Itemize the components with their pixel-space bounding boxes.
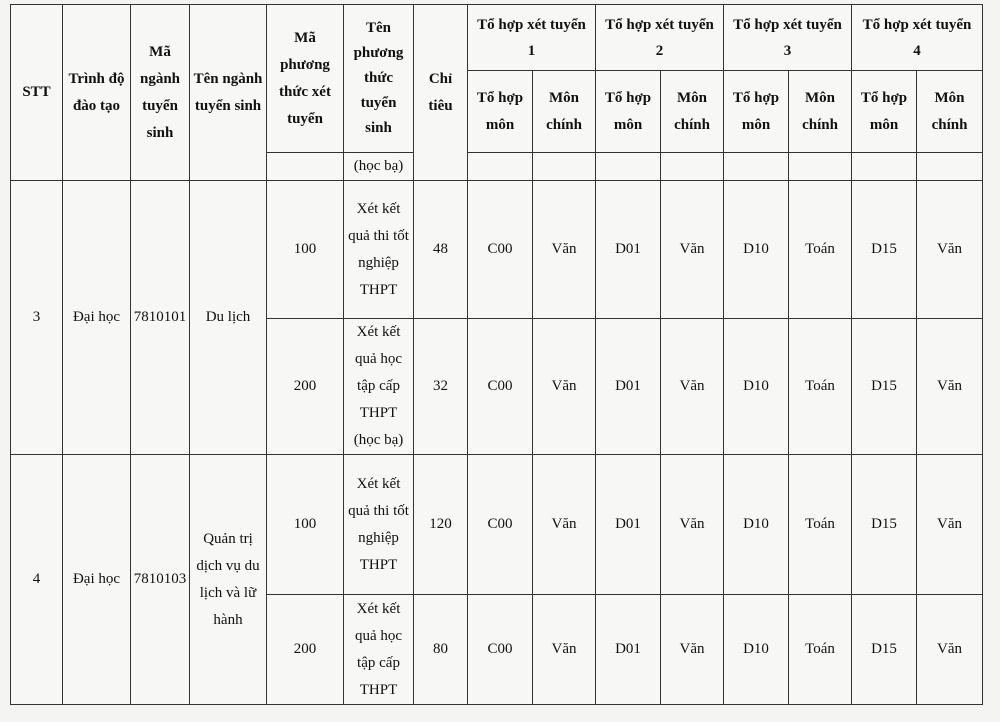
cell-chi-tieu: 80 <box>414 595 468 705</box>
cell-to-hop-mon: C00 <box>468 319 533 455</box>
header-chi-tieu: Chỉ tiêu <box>414 5 468 181</box>
cell-mon-chinh: Toán <box>789 595 852 705</box>
cell-mon-chinh: Văn <box>533 455 596 595</box>
cell-to-hop-mon: C00 <box>468 181 533 319</box>
cell-mon-chinh: Văn <box>533 181 596 319</box>
header-ma-phuong-thuc: Mã phương thức xét tuyển <box>267 5 344 153</box>
header-ma-pt-blank <box>267 153 344 181</box>
cell-to-hop-mon: D10 <box>724 181 789 319</box>
cell-chi-tieu: 48 <box>414 181 468 319</box>
header-to-hop-mon-4: Tổ hợp môn <box>852 71 917 153</box>
cell-to-hop-mon: C00 <box>468 595 533 705</box>
header-ten-pt-note: (học bạ) <box>344 153 414 181</box>
cell-mon-chinh: Văn <box>533 595 596 705</box>
table-row <box>11 181 983 319</box>
cell-mon-chinh: Văn <box>917 319 983 455</box>
header-ten-nganh: Tên ngành tuyển sinh <box>190 5 267 181</box>
cell-to-hop-mon: D01 <box>596 595 661 705</box>
cell-to-hop-mon: D15 <box>852 319 917 455</box>
cell-to-hop-mon: D10 <box>724 595 789 705</box>
header-to-hop-mon-2: Tổ hợp môn <box>596 71 661 153</box>
header-mon-chinh-2: Môn chính <box>661 71 724 153</box>
cell-mon-chinh: Văn <box>661 595 724 705</box>
cell-to-hop-mon: D15 <box>852 181 917 319</box>
cell-trinh-do: Đại học <box>63 181 131 455</box>
cell-ten-phuong-thuc: Xét kết quả thi tốt nghiệp THPT <box>344 455 414 595</box>
cell-to-hop-mon: D01 <box>596 319 661 455</box>
cell-to-hop-mon: D15 <box>852 595 917 705</box>
admission-table <box>10 4 983 705</box>
header-ten-phuong-thuc: Tên phương thức tuyển sinh <box>344 5 414 153</box>
cell-mon-chinh: Toán <box>789 181 852 319</box>
cell-to-hop-mon: D10 <box>724 455 789 595</box>
cell-ten-phuong-thuc: Xét kết quả thi tốt nghiệp THPT <box>344 181 414 319</box>
cell-to-hop-mon: D10 <box>724 319 789 455</box>
cell-ma-phuong-thuc: 100 <box>267 455 344 595</box>
table-body <box>11 181 983 705</box>
cell-chi-tieu: 120 <box>414 455 468 595</box>
header-stt: STT <box>11 5 63 181</box>
cell-ten-nganh: Quản trị dịch vụ du lịch và lữ hành <box>190 455 267 705</box>
cell-mon-chinh: Văn <box>533 319 596 455</box>
table-header <box>11 5 983 181</box>
header-to-hop-3: Tổ hợp xét tuyển 3 <box>724 5 852 71</box>
cell-chi-tieu: 32 <box>414 319 468 455</box>
table-row <box>11 455 983 595</box>
cell-trinh-do: Đại học <box>63 455 131 705</box>
admission-table-sheet <box>10 4 982 722</box>
header-to-hop-4: Tổ hợp xét tuyển 4 <box>852 5 983 71</box>
cell-ma-phuong-thuc: 200 <box>267 319 344 455</box>
header-to-hop-1: Tổ hợp xét tuyển 1 <box>468 5 596 71</box>
cell-mon-chinh: Văn <box>661 181 724 319</box>
cell-mon-chinh: Toán <box>789 319 852 455</box>
cell-mon-chinh: Toán <box>789 455 852 595</box>
cell-to-hop-mon: C00 <box>468 455 533 595</box>
cell-stt: 4 <box>11 455 63 705</box>
cell-ma-nganh: 7810103 <box>131 455 190 705</box>
cell-mon-chinh: Văn <box>917 455 983 595</box>
cell-ma-phuong-thuc: 200 <box>267 595 344 705</box>
header-mon-chinh-4: Môn chính <box>917 71 983 153</box>
header-mon-chinh-1: Môn chính <box>533 71 596 153</box>
header-trinh-do: Trình độ đào tạo <box>63 5 131 181</box>
cell-ten-phuong-thuc: Xét kết quả học tập cấp THPT (học bạ) <box>344 319 414 455</box>
cell-ma-nganh: 7810101 <box>131 181 190 455</box>
cell-to-hop-mon: D01 <box>596 181 661 319</box>
header-mon-chinh-3: Môn chính <box>789 71 852 153</box>
cell-ten-nganh: Du lịch <box>190 181 267 455</box>
header-ma-nganh: Mã ngành tuyển sinh <box>131 5 190 181</box>
cell-stt: 3 <box>11 181 63 455</box>
cell-ma-phuong-thuc: 100 <box>267 181 344 319</box>
cell-mon-chinh: Văn <box>661 319 724 455</box>
cell-mon-chinh: Văn <box>917 181 983 319</box>
cell-to-hop-mon: D01 <box>596 455 661 595</box>
cell-ten-phuong-thuc: Xét kết quả học tập cấp THPT <box>344 595 414 705</box>
header-to-hop-mon-3: Tổ hợp môn <box>724 71 789 153</box>
cell-mon-chinh: Văn <box>661 455 724 595</box>
cell-to-hop-mon: D15 <box>852 455 917 595</box>
cell-mon-chinh: Văn <box>917 595 983 705</box>
header-to-hop-mon-1: Tổ hợp môn <box>468 71 533 153</box>
header-to-hop-2: Tổ hợp xét tuyển 2 <box>596 5 724 71</box>
